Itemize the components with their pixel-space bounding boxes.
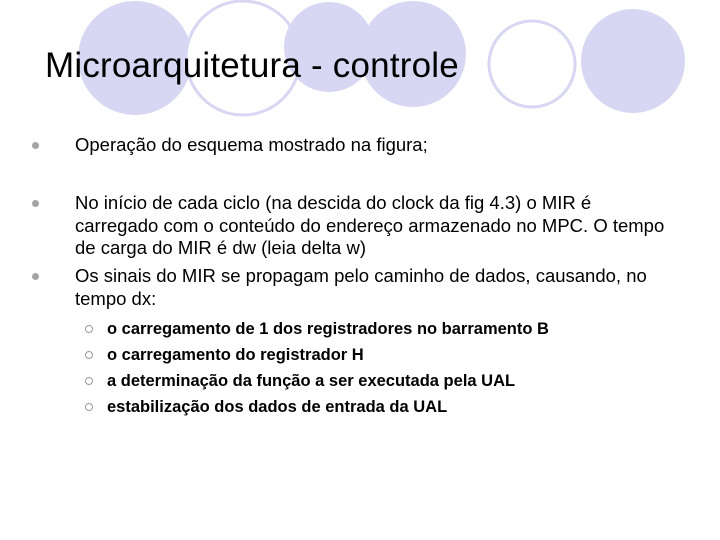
sub-bullet-text: o carregamento de 1 dos registradores no barramento B	[107, 320, 549, 338]
bullet-dot-icon	[32, 200, 39, 207]
sub-bullet-text: estabilização dos dados de entrada da UAL	[107, 398, 448, 416]
sub-bullet-text: o carregamento do registrador H	[107, 346, 364, 364]
hollow-circle-icon	[85, 325, 93, 333]
slide-title: Microarquitetura - controle	[45, 46, 459, 85]
sub-bullet-item	[107, 371, 687, 392]
hollow-circle-icon	[85, 377, 93, 385]
decorative-circle	[489, 21, 575, 107]
bullet-text: No início de cada ciclo (na descida do clock da fig 4.3) o MIR é carregado com o conteúdo do endereço armazenado no MPC. O tempo de carga do MIR é dw (leia delta w)	[75, 192, 665, 259]
bullet-dot-icon	[32, 142, 39, 149]
bullet-item	[75, 192, 675, 260]
sub-bullet-item	[107, 319, 687, 340]
bullet-text: Operação do esquema mostrado na figura;	[75, 134, 428, 155]
bullet-text: Os sinais do MIR se propagam pelo caminho de dados, causando, no tempo dx:	[75, 265, 647, 309]
sub-bullet-item	[107, 397, 687, 418]
hollow-circle-icon	[85, 351, 93, 359]
sub-bullet-item	[107, 345, 687, 366]
bullet-item	[75, 265, 675, 310]
decorative-circle	[581, 9, 685, 113]
sub-bullet-text: a determinação da função a ser executada pela UAL	[107, 372, 516, 390]
bullet-dot-icon	[32, 273, 39, 280]
bullet-item	[75, 134, 675, 157]
hollow-circle-icon	[85, 403, 93, 411]
